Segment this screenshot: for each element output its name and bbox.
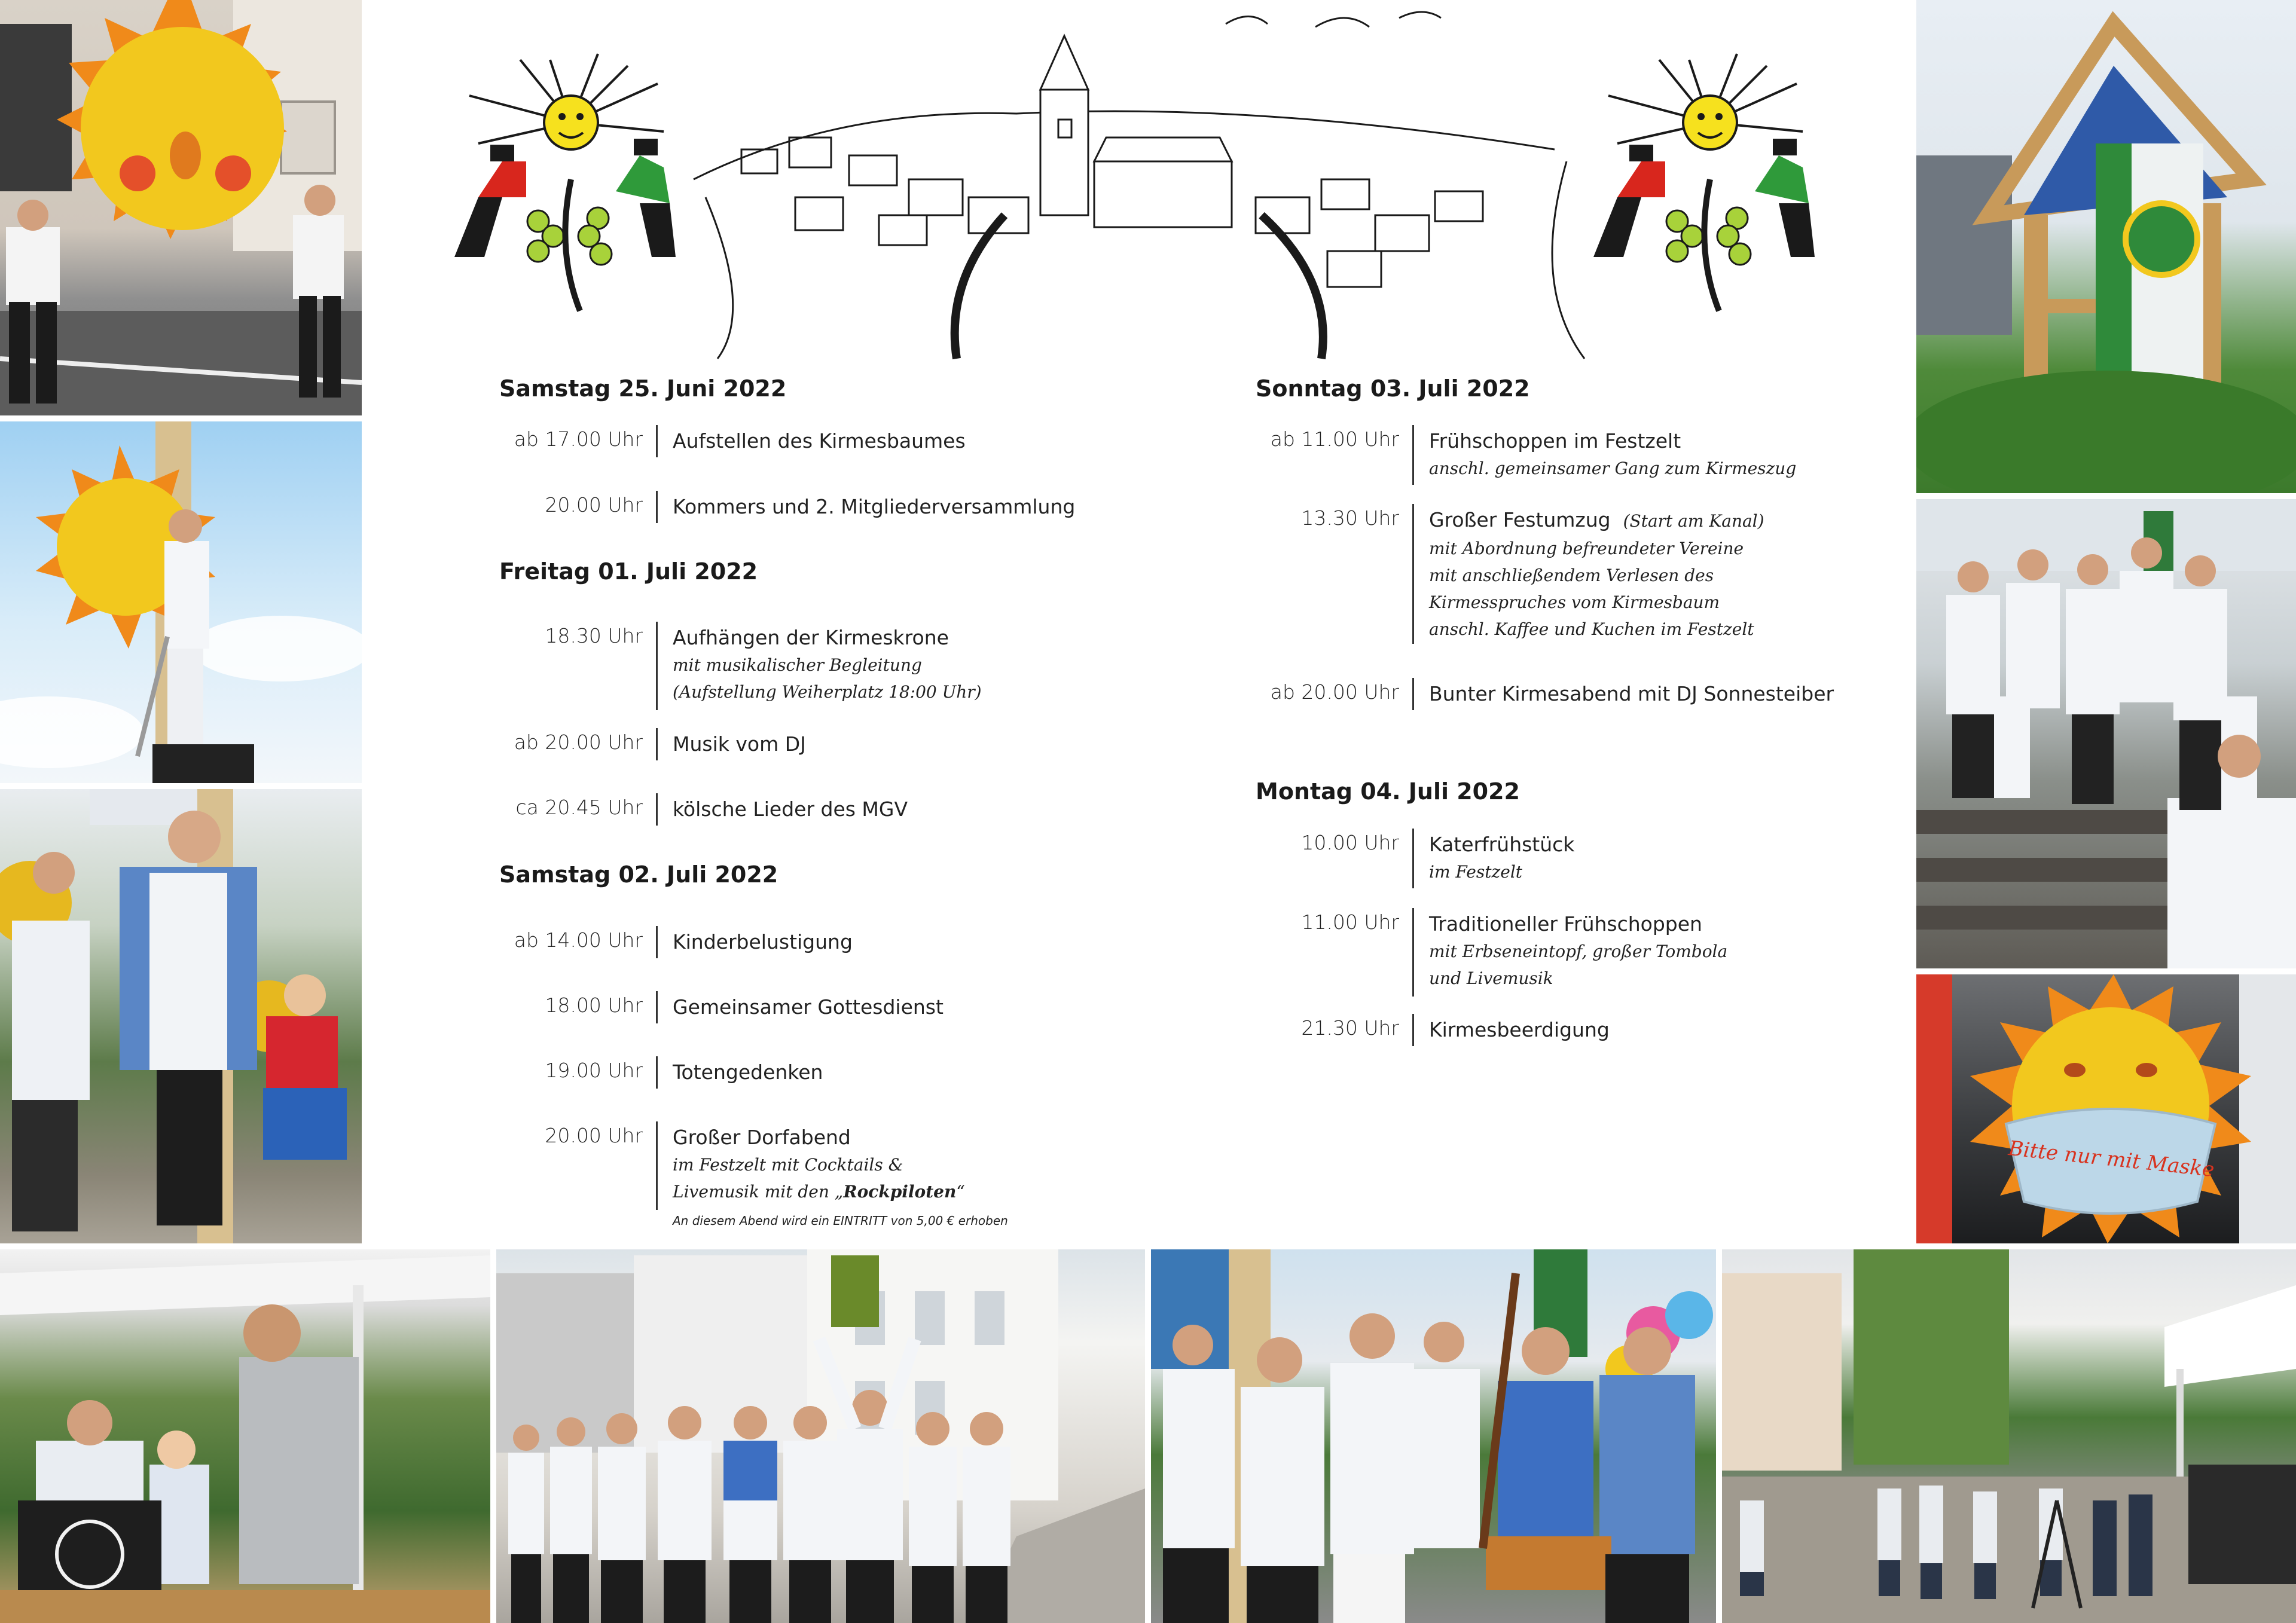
event-time: 20.00 Uhr: [545, 1124, 643, 1147]
event-time: 11.00 Uhr: [1301, 910, 1399, 934]
event-time: 19.00 Uhr: [545, 1059, 643, 1082]
event-time: 20.00 Uhr: [545, 493, 643, 516]
photo-sun-ladder: [0, 421, 362, 783]
event-divider: [656, 1121, 658, 1210]
event-subtitle: und Livemusik: [1429, 968, 1553, 988]
event-subtitle: mit anschließendem Verlesen des: [1429, 566, 1714, 585]
event-subtitle: mit Erbseneintopf, großer Tombola: [1429, 942, 1728, 961]
event-title: Großer Festumzug (Start am Kanal): [1429, 508, 1764, 531]
header-illustration: [442, 0, 1860, 371]
event-title: Katerfrühstück: [1429, 833, 1575, 856]
photo-group-on-steps: [1916, 499, 2296, 968]
event-divider: [1412, 1014, 1414, 1046]
event-subtitle: mit Abordnung befreundeter Vereine: [1429, 539, 1744, 558]
event-title: Aufstellen des Kirmesbaumes: [673, 429, 966, 453]
event-time: 18.00 Uhr: [545, 994, 643, 1017]
event-title: Frühschoppen im Festzelt: [1429, 429, 1681, 453]
event-divider: [656, 622, 658, 710]
event-subtitle: im Festzelt mit Cocktails &: [673, 1155, 903, 1175]
event-title-extra: (Start am Kanal): [1623, 511, 1764, 531]
entry-fee-note: An diesem Abend wird ein EINTRITT von 5,00 € erhoben: [673, 1214, 1008, 1228]
photo-group-cheering: [1151, 1249, 1716, 1623]
event-subtitle: im Festzelt: [1429, 862, 1523, 882]
photo-men-with-flowers: [0, 789, 362, 1243]
event-time: ab 11.00 Uhr: [1270, 427, 1399, 451]
event-time: ca 20.45 Uhr: [515, 796, 643, 819]
event-subtitle: mit musikalischer Begleitung: [673, 655, 922, 675]
photo-sun-with-mask: [1916, 974, 2296, 1243]
event-divider: [1412, 908, 1414, 997]
event-title: Bunter Kirmesabend mit DJ Sonnesteiber: [1429, 682, 1834, 705]
event-divider: [656, 728, 658, 760]
event-title: Kinderbelustigung: [673, 930, 853, 953]
event-divider: [656, 926, 658, 958]
event-title: Kommers und 2. Mitgliederversammlung: [673, 495, 1076, 518]
band-name: Rockpiloten: [843, 1182, 957, 1202]
event-subtitle: (Aufstellung Weiherplatz 18:00 Uhr): [673, 682, 982, 702]
event-time: ab 17.00 Uhr: [514, 427, 643, 451]
event-title: Großer Dorfabend: [673, 1126, 851, 1149]
photo-sun-crane: [0, 0, 362, 415]
event-time: 13.30 Uhr: [1301, 506, 1399, 530]
day-heading: Montag 04. Juli 2022: [1256, 778, 1520, 805]
event-divider: [656, 991, 658, 1023]
event-divider: [656, 793, 658, 826]
event-divider: [656, 491, 658, 523]
event-divider: [1412, 504, 1414, 644]
event-divider: [1412, 678, 1414, 710]
day-heading: Sonntag 03. Juli 2022: [1256, 375, 1530, 402]
event-title: Musik vom DJ: [673, 732, 806, 756]
photo-maypole-flag: [1916, 0, 2296, 493]
event-title: kölsche Lieder des MGV: [673, 797, 908, 821]
event-divider: [1412, 425, 1414, 485]
village-sketch-icon: [694, 12, 1584, 359]
day-heading: Samstag 25. Juni 2022: [499, 375, 787, 402]
event-time: 18.30 Uhr: [545, 624, 643, 647]
event-title: Aufhängen der Kirmeskrone: [673, 626, 949, 649]
event-divider: [1412, 829, 1414, 888]
event-time: ab 14.00 Uhr: [514, 928, 643, 952]
event-divider: [656, 425, 658, 457]
photo-tent-stand: [0, 1249, 490, 1623]
mask-text: Bitte nur mit Maske: [2007, 1136, 2216, 1182]
event-divider: [656, 1056, 658, 1089]
day-heading: Freitag 01. Juli 2022: [499, 558, 758, 585]
event-subtitle: anschl. gemeinsamer Gang zum Kirmeszug: [1429, 459, 1797, 478]
event-time: 21.30 Uhr: [1301, 1016, 1399, 1040]
day-heading: Samstag 02. Juli 2022: [499, 861, 778, 888]
event-subtitle-band: Livemusik mit den „Rockpiloten“: [673, 1182, 965, 1202]
event-subtitle: anschl. Kaffee und Kuchen im Festzelt: [1429, 619, 1754, 639]
photo-parade-street: [496, 1249, 1145, 1623]
event-title: Totengedenken: [673, 1060, 823, 1084]
event-subtitle: Kirmesspruches vom Kirmesbaum: [1429, 592, 1720, 612]
event-time: 10.00 Uhr: [1301, 831, 1399, 854]
event-title: Gemeinsamer Gottesdienst: [673, 995, 944, 1019]
event-title: Kirmesbeerdigung: [1429, 1018, 1610, 1041]
event-title: Traditioneller Frühschoppen: [1429, 912, 1702, 936]
club-logo-left-icon: [454, 54, 676, 311]
event-time: ab 20.00 Uhr: [1270, 680, 1399, 704]
club-logo-right-icon: [1593, 54, 1815, 311]
photo-square-gathering: [1722, 1249, 2296, 1623]
event-time: ab 20.00 Uhr: [514, 730, 643, 754]
